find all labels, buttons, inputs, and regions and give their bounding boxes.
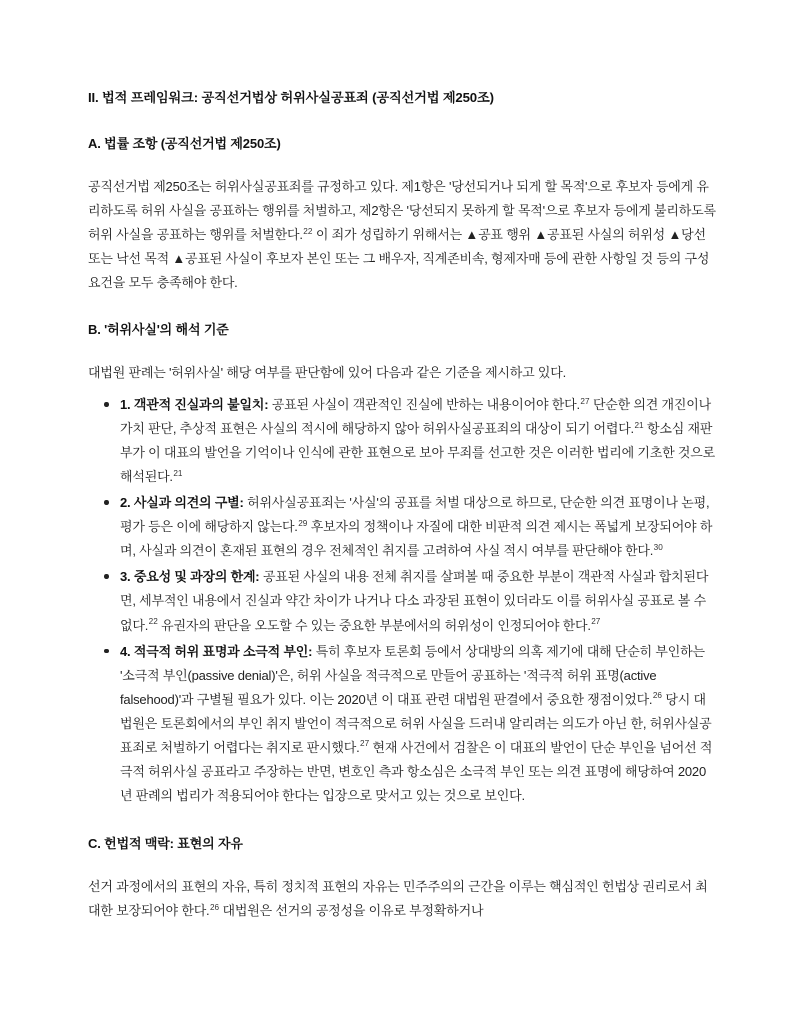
subsection-heading-b: B. '허위사실'의 해석 기준 bbox=[88, 321, 229, 337]
footnote-ref: 26 bbox=[652, 691, 662, 701]
paragraph-criteria-lead-in: 대법원 판례는 '허위사실' 해당 여부를 판단함에 있어 다음과 같은 기준을 제시하고 있다. bbox=[88, 365, 567, 381]
list-item-text-1: 허위사실공표죄는 '사실'의 공표를 처벌 대상으로 하므로, 단순한 의견 표명이나 논평, 평가 등은 이에 해당하지 않는다. bbox=[120, 495, 710, 535]
list-item-text-1: 공표된 사실이 객관적인 진실에 반하는 내용이어야 한다. bbox=[268, 397, 580, 413]
paragraph-statute-provision bbox=[88, 175, 718, 295]
footnote-ref: 22 bbox=[303, 227, 313, 237]
footnote-ref: 27 bbox=[580, 396, 590, 406]
list-item bbox=[88, 393, 718, 489]
list-item-label: 1. 객관적 진실과의 불일치: bbox=[120, 397, 269, 413]
list-item-label: 2. 사실과 의견의 구별: bbox=[120, 495, 244, 511]
list-item bbox=[88, 565, 718, 637]
section-heading-ii: II. 법적 프레임워크: 공직선거법상 허위사실공표죄 (공직선거법 제250조) bbox=[88, 90, 494, 105]
footnote-ref: 22 bbox=[148, 617, 158, 627]
list-item-text-1: 공표된 사실의 내용 전체 취지를 살펴볼 때 중요한 부분이 객관적 사실과 합치된다면, 세부적인 내용에서 진실과 약간 차이가 나거나 다소 과장된 표현이 있더라도 이를 허위사실 공표로 볼 수 없다. bbox=[120, 569, 709, 633]
list-item-text-1: 특히 후보자 토론회 등에서 상대방의 의혹 제기에 대해 단순히 부인하는 '소극적 부인(passive denial)'은, 허위 사실을 적극적으로 만들어 공표하는 '적극적 허위 표명(active falsehood)'과 구별될 필요가 있다. 이는 2020년 이 대표 관련 대법원 판결에서 중요한 쟁점이었다. bbox=[120, 643, 705, 707]
footnote-ref: 30 bbox=[653, 543, 663, 553]
list-item-text-2: 당시 대법원은 토론회에서의 부인 취지 발언이 적극적으로 허위 사실을 드러내 알리려는 의도가 아닌 한, 허위사실공표죄로 처벌하기 어렵다는 취지로 판시했다. bbox=[120, 691, 712, 755]
footnote-ref: 27 bbox=[591, 617, 601, 627]
footnote-ref: 27 bbox=[360, 739, 370, 749]
footnote-ref: 21 bbox=[634, 420, 644, 430]
list-item bbox=[88, 640, 718, 808]
paragraph-statute-text-1: 공직선거법 제250조는 허위사실공표죄를 규정하고 있다. 제1항은 '당선되거나 되게 할 목적'으로 후보자 등에게 유리하도록 허위 사실을 공표하는 행위를 처벌하고, 제2항은 '당선되지 못하게 할 목적'으로 후보자 등에게 불리하도록 허위 사실을 공표하는 행위를 처벌한다. bbox=[88, 179, 716, 243]
bullet-icon bbox=[104, 574, 109, 579]
footnote-ref: 29 bbox=[298, 518, 308, 528]
bullet-icon bbox=[104, 500, 109, 505]
criteria-list bbox=[88, 393, 718, 808]
list-item-text-3: 현재 사건에서 검찰은 이 대표의 발언이 단순 부인을 넘어선 적극적 허위사실 공표라고 주장하는 반면, 변호인 측과 항소심은 소극적 부인 또는 의견 표명에 해당하여 2020년 판례의 법리가 적용되어야 한다는 입장으로 맞서고 있는 것으로 보인다. bbox=[120, 739, 713, 803]
bullet-icon bbox=[104, 402, 109, 407]
paragraph-constitutional-text-2: 대법원은 선거의 공정성을 이유로 부정확하거나 bbox=[219, 903, 484, 919]
paragraph-constitutional-context bbox=[88, 875, 718, 923]
list-item-text-2: 단순한 의견 개진이나 가치 판단, 추상적 표현은 사실의 적시에 해당하지 않아 허위사실공표죄의 대상이 되기 어렵다. bbox=[120, 397, 711, 437]
subsection-heading-c: C. 헌법적 맥락: 표현의 자유 bbox=[88, 835, 243, 851]
footnote-ref: 21 bbox=[173, 468, 183, 478]
document-body bbox=[88, 88, 718, 923]
list-item-text-2: 후보자의 정책이나 자질에 대한 비판적 의견 제시는 폭넓게 보장되어야 하며, 사실과 의견이 혼재된 표현의 경우 전체적인 취지를 고려하여 사실 적시 여부를 판단해야 한다. bbox=[120, 519, 713, 559]
list-item-text-3: 항소심 재판부가 이 대표의 발언을 기억이나 인식에 관한 표현으로 보아 무죄를 선고한 것은 이러한 법리에 기초한 것으로 해석된다. bbox=[120, 421, 715, 485]
list-item-label: 4. 적극적 허위 표명과 소극적 부인: bbox=[120, 643, 313, 659]
footnote-ref: 26 bbox=[209, 903, 220, 913]
bullet-icon bbox=[104, 649, 109, 654]
paragraph-constitutional-text-1: 선거 과정에서의 표현의 자유, 특히 정치적 표현의 자유는 민주주의의 근간을 이루는 핵심적인 헌법상 권리로서 최대한 보장되어야 한다. bbox=[88, 879, 708, 919]
list-item-label: 3. 중요성 및 과장의 한계: bbox=[120, 569, 260, 585]
list-item bbox=[88, 491, 718, 563]
paragraph-statute-text-2: 이 죄가 성립하기 위해서는 ▲공표 행위 ▲공표된 사실의 허위성 ▲당선 또는 낙선 목적 ▲공표된 사실이 후보자 본인 또는 그 배우자, 직계존비속, 형제자매 등에 관한 사항일 것 등의 구성요건을 모두 충족해야 한다. bbox=[88, 227, 710, 291]
list-item-text-2: 유권자의 판단을 오도할 수 있는 중요한 부분에서의 허위성이 인정되어야 한다. bbox=[157, 617, 591, 633]
subsection-heading-a: A. 법률 조항 (공직선거법 제250조) bbox=[88, 135, 281, 151]
